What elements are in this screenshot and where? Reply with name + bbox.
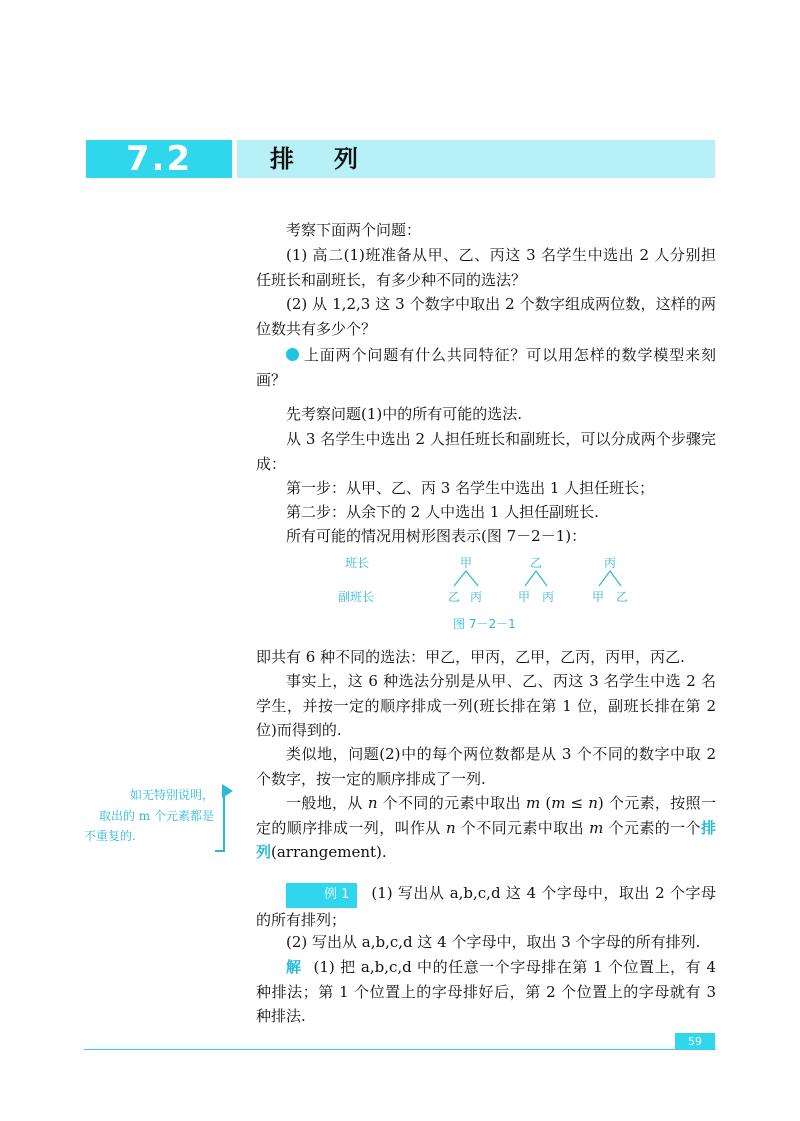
def-text-b: 个不同的元素中取出	[377, 794, 526, 812]
solution-label: 解	[286, 958, 302, 976]
tree-2-top: 乙	[530, 556, 543, 570]
margin-note	[84, 785, 214, 847]
tree-branches	[440, 568, 640, 588]
step-2: 第二步：从余下的 2 人中选出 1 人担任副班长.	[286, 503, 599, 521]
def-text-f: 个元素的一个	[603, 818, 701, 837]
question-paragraph	[256, 343, 716, 392]
def-text-a: 一般地，从	[286, 794, 368, 812]
def-text-g: (arrangement).	[271, 843, 387, 861]
paragraph-steps: 从 3 名学生中选出 2 人担任班长和副班长，可以分成两个步骤完成：	[256, 430, 716, 473]
tree-1-top: 甲	[460, 556, 473, 570]
def-var-n2: n	[445, 818, 456, 837]
paragraph-fact: 事实上，这 6 种选法分别是从甲、乙、丙这 3 名学生中选 2 名学生，并按一定的顺序排成一列(班长排在第 1 位，副班长排在第 2 位)而得到的.	[256, 672, 716, 739]
tree-intro: 所有可能的情况用树形图表示(图 7－2－1)：	[286, 527, 587, 545]
section-number: 7.2	[86, 140, 232, 178]
example-1-text: (1) 写出从 a,b,c,d 这 4 个字母中，取出 2 个字母的所有排列；	[256, 884, 716, 929]
tree-row-label-vice: 副班长	[338, 590, 375, 604]
tree-3-top: 丙	[604, 556, 617, 570]
solution-paragraph	[256, 955, 716, 1029]
margin-note-line-2: 取出的 m 个元素都是	[98, 808, 214, 823]
problem-1: (1) 高二(1)班准备从甲、乙、丙这 3 名学生中选出 2 人分别担任班长和副班长，有多少种不同的选法？	[256, 246, 716, 289]
margin-note-line-3: 不重复的.	[84, 829, 136, 843]
def-var-m2: m	[589, 818, 604, 837]
tree-1-branch	[454, 571, 478, 586]
tree-1-right: 丙	[470, 590, 483, 604]
paragraph-similar: 类似地，问题(2)中的每个两位数都是从 3 个不同的数字中取 2 个数字，按一定的顺序排成了一列.	[256, 745, 716, 788]
def-condition: m ≤ n	[551, 794, 598, 812]
def-text-c: (	[540, 794, 552, 812]
section-title: 排列	[270, 145, 398, 173]
tree-3-right: 乙	[616, 590, 629, 604]
def-var-n: n	[367, 794, 378, 812]
definition-keyword: 排列	[256, 818, 716, 861]
tree-2-branch	[525, 571, 547, 586]
tree-2-right: 丙	[542, 590, 555, 604]
def-text-d: ) 个元素，按照一定的顺序排成一列，叫作从	[256, 794, 716, 837]
margin-note-bracket	[215, 792, 225, 852]
margin-note-line-1: 如无特别说明，	[129, 788, 214, 802]
paragraph-consider: 先考察问题(1)中的所有可能的选法.	[286, 405, 523, 423]
step-1: 第一步：从甲、乙、丙 3 名学生中选出 1 人担任班长；	[286, 479, 655, 497]
paragraph-six-choices: 即共有 6 种不同的选法：甲乙，甲丙，乙甲，乙丙，丙甲，丙乙.	[256, 648, 685, 666]
paragraph-intro: 考察下面两个问题：	[286, 221, 422, 239]
tree-1-left: 乙	[448, 590, 461, 604]
tree-3-branch	[599, 571, 621, 586]
definition-paragraph	[256, 791, 716, 865]
def-text-e: 个不同元素中取出	[455, 818, 590, 837]
example-1-part-2: (2) 写出从 a,b,c,d 这 4 个字母中，取出 3 个字母的所有排列.	[286, 933, 701, 951]
margin-note-arrow-icon	[222, 784, 233, 798]
solution-text: (1) 把 a,b,c,d 中的任意一个字母排在第 1 个位置上，有 4 种排法；第 1 个位置上的字母排好后，第 2 个位置上的字母就有 3 种排法.	[256, 958, 716, 1025]
tree-3-left: 甲	[592, 590, 605, 604]
example-1-part-1	[256, 881, 716, 932]
def-var-m: m	[525, 794, 541, 812]
problem-2: (2) 从 1,2,3 这 3 个数字中取出 2 个数字组成两位数，这样的两位数共有多少个？	[256, 295, 716, 338]
example-label: 例 1	[286, 883, 357, 908]
question-dot-icon	[286, 348, 299, 361]
tree-row-label-monitor: 班长	[345, 556, 370, 570]
tree-2-left: 甲	[518, 590, 531, 604]
page-number: 59	[675, 1033, 715, 1050]
question-text: 上面两个问题有什么共同特征？可以用怎样的数学模型来刻画？	[256, 346, 716, 389]
footer-rule	[84, 1049, 716, 1050]
figure-caption: 图 7－2－1	[453, 617, 516, 631]
